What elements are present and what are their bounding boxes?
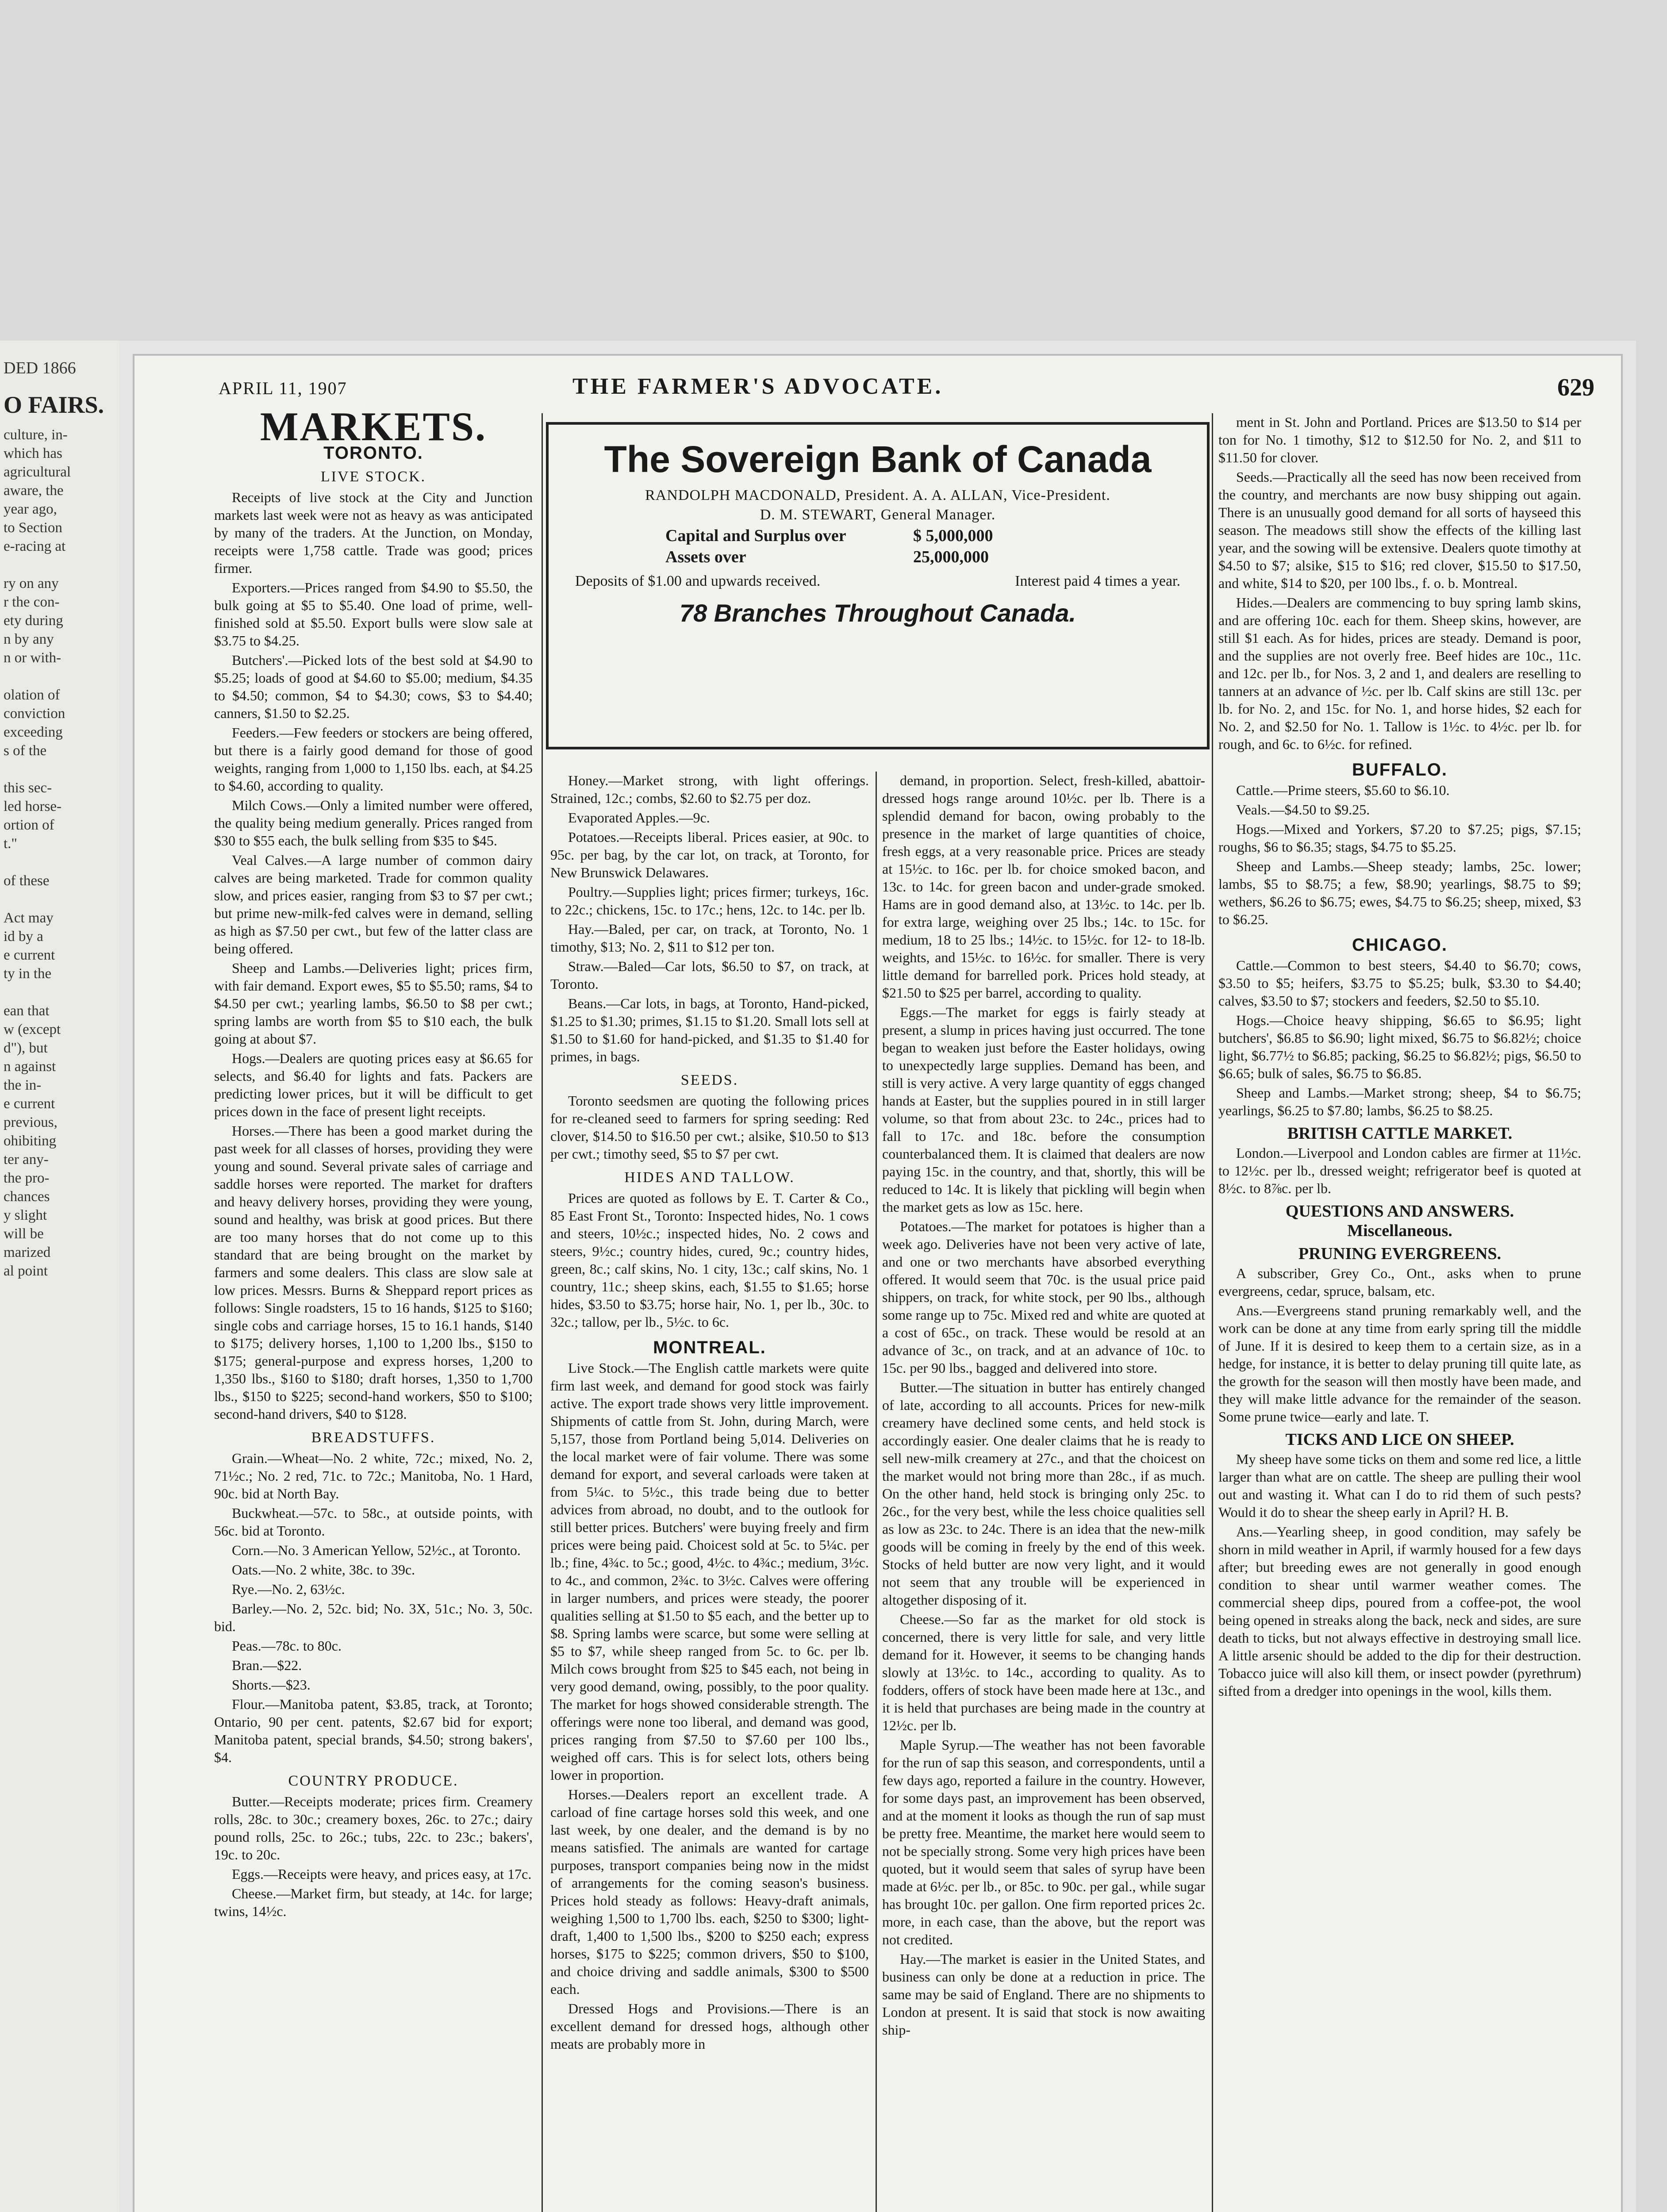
issue-date: APRIL 11, 1907	[219, 378, 347, 398]
capital-row	[566, 526, 1189, 545]
column-markets-toronto	[214, 404, 533, 1922]
adjacent-page-fragment	[0, 341, 124, 2212]
column-rule	[876, 772, 877, 2212]
fragment-line: of these	[4, 873, 50, 889]
page-header	[219, 373, 1594, 404]
pruning-heading: PRUNING EVERGREENS.	[1298, 1244, 1502, 1263]
fragment-line: this sec-	[4, 780, 52, 796]
country-produce-heading: COUNTRY PRODUCE.	[288, 1773, 459, 1789]
fragment-line	[0, 760, 122, 779]
fragment-line: ortion of	[4, 817, 54, 833]
bank-manager: D. M. STEWART, General Manager.	[760, 507, 996, 523]
market-paragraph: Barley.—No. 2, 52c. bid; No. 3X, 51c.; No. 3, 50c. bid.	[214, 1601, 533, 1634]
market-paragraph: Maple Syrup.—The weather has not been favorable for the run of sap this season, and correspondents, until a few days ago, reported a failure in the country. However, for some days past, an improvement has been observed, and at the moment it looks as though the run of sap must be pretty free. Meantime, the market here would seem to not be specially strong. Some very high prices have been quoted, but it would seem that sales of syrup have been made at 6½c. per lb., or 85c. to 90c. per gal., while sugar has brought 10c. per gallon. One firm reported prices 2c. more, in each case, than the above, but the report was not credited.	[882, 1737, 1205, 1947]
market-paragraph: Cattle.—Common to best steers, $4.40 to $6.70; cows, $3.50 to $5; heifers, $3.75 to $5.25; bulk, $3.30 to $4.40; calves, $3.50 to $7; stockers and feeders, $2.50 to $5.10.	[1218, 957, 1581, 1009]
fragment-line: ean that	[4, 1003, 50, 1019]
market-paragraph: Oats.—No. 2 white, 38c. to 39c.	[232, 1562, 415, 1578]
adjacent-page-header: DED 1866	[4, 359, 76, 377]
market-paragraph: Sheep and Lambs.—Market strong; sheep, $4 to $6.75; yearlings, $6.25 to $7.80; lambs, $6.25 to $8.25.	[1218, 1085, 1581, 1118]
fragment-line: previous,	[4, 1114, 58, 1130]
market-paragraph: Dressed Hogs and Provisions.—There is an excellent demand for dressed hogs, although other meats are probably more in	[550, 2001, 869, 2052]
fragment-line: s of the	[4, 743, 47, 759]
capital-value: $ 5,000,000	[913, 526, 993, 545]
market-paragraph: ment in St. John and Portland. Prices are $13.50 to $14 per ton for No. 1 timothy, $12 to $12.50 for No. 2, and $11 to $11.50 for clover.	[1218, 414, 1581, 465]
fragment-line: exceeding	[4, 724, 63, 740]
assets-label: Assets over	[665, 548, 746, 566]
toronto-live-stock-text	[214, 488, 533, 1423]
market-paragraph: Buckwheat.—57c. to 58c., at outside points, with 56c. bid at Toronto.	[214, 1505, 533, 1539]
montreal-heading: MONTREAL.	[653, 1338, 766, 1357]
answer-paragraph: A subscriber, Grey Co., Ont., asks when to prune evergreens, cedar, spruce, balsam, etc.	[1218, 1265, 1581, 1299]
fragment-line	[0, 667, 122, 686]
bank-officers: RANDOLPH MACDONALD, President. A. A. ALLAN, Vice-President.	[645, 487, 1110, 503]
british-market-heading: BRITISH CATTLE MARKET.	[1287, 1124, 1513, 1143]
answer-paragraph: My sheep have some ticks on them and some red lice, a little larger than what are on cattle. The sheep are pulling their wool out and wasting it. What can I do to rid them of such pests? Would it do to shear the sheep early in April? H. B.	[1218, 1451, 1581, 1520]
fragment-line: will be	[4, 1226, 44, 1242]
market-paragraph: Evaporated Apples.—9c.	[568, 810, 710, 826]
market-paragraph: Straw.—Baled—Car lots, $6.50 to $7, on track, at Toronto.	[550, 958, 869, 992]
bank-name: The Sovereign Bank of Canada	[604, 438, 1152, 480]
fragment-line: chances	[4, 1189, 50, 1205]
market-paragraph: Veal Calves.—A large number of common dairy calves are being marketed. Trade for common quality slow, and prices easier, ranging from $3 to $7 per cwt.; but prime new-milk-fed calves were in demand, selling as high as $7.50 per cwt., but few of the latter class are being offered.	[214, 852, 533, 956]
deposit-text: Deposits of $1.00 and upwards received.	[575, 573, 821, 589]
deposit-row	[575, 573, 1180, 590]
fragment-line: ry on any	[4, 576, 59, 591]
market-paragraph: Potatoes.—Receipts liberal. Prices easier, at 90c. to 95c. per bag, by the car lot, on track, at Toronto, for New Brunswick Delawares.	[550, 829, 869, 880]
market-paragraph: Peas.—78c. to 80c.	[232, 1638, 342, 1654]
fragment-line: to Section	[4, 520, 62, 536]
market-paragraph: Corn.—No. 3 American Yellow, 52½c., at Toronto.	[232, 1542, 521, 1558]
market-paragraph: Cheese.—Market firm, but steady, at 14c. for large; twins, 14½c.	[214, 1886, 533, 1919]
fragment-line: t."	[4, 836, 17, 852]
market-paragraph: Butchers'.—Picked lots of the best sold at $4.90 to $5.25; loads of good at $4.60 to $5.00; medium, $4.35 to $4.50; common, $4 to $4.30; cows, $3 to $4.40; canners, $1.50 to $2.25.	[214, 652, 533, 721]
fragment-line: ty in the	[4, 966, 52, 982]
market-paragraph: Live Stock.—The English cattle markets were quite firm last week, and demand for good stock was fairly active. The export trade shows very little improvement. Shipments of cattle from St. John, during March, were 5,157, those from Portland being 5,014. Deliveries on the local market were of fair volume. There was some demand for export, and several carloads were taken at from 5¼c. to 5½c., this trade being due to better advices from abroad, no doubt, and to the outlook for still better prices. Butchers' were buying freely and firm prices were being paid. Choicest sold at 5c. to 5¼c. per lb.; fine, 4¾c. to 5c.; good, 4½c. to 4¾c.; medium, 3½c. to 4c., and common, 2¾c. to 3½c. Calves were offering in larger numbers, and prices were steady, the poorer qualities selling at $1.50 to $5 each, and the better up to $8. Spring lambs were scarce, but some were selling at $5 to $7, while sheep ranged from 5c. to 6c. per lb. Milch cows brought from $25 to $45 each, not being in very good demand, owing, possibly, to the poor quality. The market for hogs showed considerable strength. The offerings were none too liberal, and demand was good, prices ranging from $7.50 to $7.60 per 100 lbs., weighed off cars. This is for select lots, others being lower in proportion.	[550, 1360, 869, 1783]
column-buffalo-chicago-qa	[1218, 413, 1581, 1701]
branches-text: 78 Branches Throughout Canada.	[679, 599, 1076, 627]
assets-value: 25,000,000	[913, 548, 989, 566]
chicago-heading: CHICAGO.	[1352, 935, 1448, 955]
market-paragraph: Hides.—Dealers are commencing to buy spring lamb skins, and are offering 10c. each for them. Sheep skins, however, are still $1 each. As for hides, prices are steady. Demand is poor, and the supplies are not overly free. Beef hides are 10c., 11c. and 12c. per lb., for Nos. 3, 2 and 1, and dealers are reselling to tanners at an advance of ½c. per lb. Calf skins are still 13c. per lb. for No. 2, and 15c. for No. 1, and horse hides, $2 each for No. 2, and $2.50 for No. 1. Tallow is 1½c. to 4½c. per lb. for rough, and 6c. to 6½c. for refined.	[1218, 595, 1581, 752]
fragment-line: aware, the	[4, 483, 64, 499]
fragment-line: e current	[4, 1096, 55, 1112]
assets-row	[566, 547, 1189, 567]
fragment-line	[0, 556, 122, 574]
hides-text: Prices are quoted as follows by E. T. Carter & Co., 85 East Front St., Toronto: Inspected hides, No. 1 cows and steers, 10½c.; inspected hides, No. 2 cows and steers, 9½c.; country hides, cured, 9c.; country hides, green, 8c.; calf skins, No. 1 city, 13c.; calf skins, No. 1 country, 11c.; sheep skins, each, $1.55 to $1.65; horse hides, $3.50 to $3.75; horse hair, No. 1, per lb., 30c. to 32c.; tallow, per lb., 5½c. to 6c.	[550, 1190, 869, 1330]
market-paragraph: Exporters.—Prices ranged from $4.90 to $5.50, the bulk going at $5 to $5.40. One load of prime, well-finished sold at $5.50. Export bulls were slow sale at $3.75 to $4.25.	[214, 580, 533, 649]
market-paragraph: Veals.—$4.50 to $9.25.	[1236, 802, 1370, 818]
montreal-continued-text	[882, 772, 1205, 2039]
market-paragraph: Cheese.—So far as the market for old stock is concerned, there is very little for sale, and very little demand for it. However, it seems to be changing hands slowly at 13½c. to 14c., according to quality. As to fodders, offers of stock have been made here at 13c., and it is held that purchases are being made in the country at 12½c. per lb.	[882, 1611, 1205, 1733]
column-rule	[1212, 413, 1213, 2212]
hides-heading: HIDES AND TALLOW.	[624, 1169, 795, 1186]
market-paragraph: demand, in proportion. Select, fresh-killed, abattoir-dressed hogs range around 10½c. per lb. There is a splendid demand for bacon, owing probably to the presence in the market of large quantities of choice, fresh eggs, at a very reasonable price. Prices are steady at 15½c. to 16c. per lb. for choice smoked bacon, and 13c. to 14c. for green bacon and under-grade smoked. Hams are in good demand also, at 13½c. to 14c. per lb. for extra large, weighing over 25 lbs.; 14c. to 15c. for medium, 18 to 25 lbs.; 14½c. to 15½c. for 12- to 18-lb. weights, and 15½c. to 16½c. for smaller. There is very little demand for barrelled pork. Prices hold steady, at $21.50 to $25 per barrel, according to quality.	[882, 772, 1205, 1001]
pruning-text	[1218, 1264, 1581, 1425]
fragment-line: ety during	[4, 613, 63, 629]
column-montreal-continued	[882, 772, 1205, 2040]
seeds-heading: SEEDS.	[680, 1072, 739, 1088]
breadstuffs-text	[214, 1449, 533, 1766]
fragment-line: conviction	[4, 706, 65, 722]
market-paragraph: Sheep and Lambs.—Deliveries light; prices firm, with fair demand. Export ewes, $5 to $5.50; rams, $4 to $4.50 per cwt.; yearling lambs, $6.50 to $8 per cwt.; spring lambs are worth from $5 to $10 each, the bulk going at about $7.	[214, 960, 533, 1047]
market-paragraph: Beans.—Car lots, in bags, at Toronto, Hand-picked, $1.25 to $1.30; primes, $1.15 to $1.20. Small lots sell at $1.50 to $1.60 for hand-picked, and $1.35 to $1.40 for primes, in bags.	[550, 995, 869, 1064]
market-paragraph: Seeds.—Practically all the seed has now been received from the country, and merchants are now busy shipping out again. There is an unusually good demand for all sorts of hayseed this season. The meadows still show the effects of the killing last year, and the sowing will be extensive. Dealers quote timothy at $4.50 to $7; alsike, $15 to $16; red clover, $15.50 to $17.50, and white, $14 to $20, per 100 lbs., f. o. b. Montreal.	[1218, 469, 1581, 591]
market-paragraph: Hay.—Baled, per car, on track, at Toronto, No. 1 timothy, $13; No. 2, $11 to $12 per ton.	[550, 921, 869, 955]
buffalo-heading: BUFFALO.	[1352, 760, 1448, 780]
market-paragraph: Horses.—Dealers report an excellent trade. A carload of fine cartage horses sold this week, and one last week, by one dealer, and the demand is by no means satisfied. The animals are wanted for cartage purposes, transport companies being now in the midst of arrangements for the coming season's business. Prices hold steady as follows: Heavy-draft animals, weighing 1,500 to 1,700 lbs. each, $250 to $300; light-draft, 1,400 to 1,500 lbs., $200 to $250 each; express horses, $175 to $225; common drivers, $50 to $100, and choice driving and saddle animals, $300 to $500 each.	[550, 1786, 869, 1997]
column-rule	[542, 413, 543, 2212]
fragment-line: the pro-	[4, 1170, 50, 1186]
breadstuffs-heading: BREADSTUFFS.	[311, 1429, 436, 1446]
market-paragraph: Hay.—The market is easier in the United States, and business can only be done at a reduction in price. The same may be said of England. There are no shipments to London at present. It is said that stock is now awaiting ship-	[882, 1951, 1205, 2038]
market-paragraph: Flour.—Manitoba patent, $3.85, track, at Toronto; Ontario, 90 per cent. patents, $2.67 bid for export; Manitoba patent, special brands, $4.50; strong bakers', $4.	[214, 1696, 533, 1765]
market-paragraph: Sheep and Lambs.—Sheep steady; lambs, 25c. lower; lambs, $5 to $8.75; a few, $8.90; yearlings, $8.75 to $9; wethers, $6.26 to $6.75; ewes, $4.75 to $6.25; sheep, mixed, $3 to $6.25.	[1218, 858, 1581, 927]
bank-advertisement	[546, 422, 1210, 749]
ticks-text	[1218, 1450, 1581, 1700]
miscellaneous-heading: Miscellaneous.	[1347, 1221, 1452, 1240]
market-paragraph: Eggs.—Receipts were heavy, and prices easy, at 17c.	[232, 1866, 532, 1882]
fragment-line	[0, 853, 122, 872]
fragment-line: d"), but	[4, 1040, 48, 1056]
market-paragraph: Poultry.—Supplies light; prices firmer; turkeys, 16c. to 22c.; chickens, 15c. to 17c.; hens, 12c. to 14c. per lb.	[550, 884, 869, 918]
market-paragraph: Cattle.—Prime steers, $5.60 to $6.10.	[1236, 782, 1450, 798]
newspaper-page	[133, 354, 1623, 2212]
fragment-line: al point	[4, 1263, 48, 1279]
market-paragraph: Butter.—Receipts moderate; prices firm. Creamery rolls, 28c. to 30c.; creamery boxes, 26c. to 27c.; dairy pound rolls, 25c. to 26c.; tubs, 22c. to 23c.; bakers', 19c. to 20c.	[214, 1793, 533, 1863]
column-produce-montreal	[550, 772, 869, 2055]
market-paragraph: Horses.—There has been a good market during the past week for all classes of horses, providing they were young and sound. Several private sales of carriage and saddle horses were reported. The market for drafters and heavy delivery horses, providing they were young, sound and healthy, was brisk at good prices. But there are too many horses that do not come up to this standard that are being brought on the market by farmers and some dealers. This class are slow sale at low prices. Messrs. Burns & Sheppard report prices as follows: Single roadsters, 15 to 16 hands, $125 to $160; single cobs and carriage horses, 15 to 16.1 hands, $140 to $175; delivery horses, 1,100 to 1,200 lbs., $150 to $175; general-purpose and express horses, 1,200 to 1,350 lbs., $160 to $180; draft horses, 1,350 to 1,700 lbs., $150 to $225; second-hand workers, $50 to $100; second-hand drivers, $40 to $128.	[214, 1123, 533, 1422]
fragment-line: which has	[4, 445, 62, 461]
fragment-line: the in-	[4, 1077, 42, 1093]
ticks-heading: TICKS AND LICE ON SHEEP.	[1285, 1430, 1514, 1449]
market-paragraph: Hogs.—Mixed and Yorkers, $7.20 to $7.25; pigs, $7.15; roughs, $6 to $6.35; stags, $4.75 to $5.25.	[1218, 821, 1581, 855]
fragment-line: n by any	[4, 631, 54, 647]
fragment-line: olation of	[4, 687, 60, 703]
fragment-line: e-racing at	[4, 538, 66, 554]
fragment-line: n or with-	[4, 650, 61, 666]
masthead-title: THE FARMER'S ADVOCATE.	[572, 374, 944, 399]
british-market-text: London.—Liverpool and London cables are firmer at 11½c. to 12½c. per lb., dressed weight; refrigerator beef is quoted at 8½c. to 8⅞c. per lb.	[1218, 1145, 1581, 1196]
montreal-text	[550, 1359, 869, 2053]
chicago-text	[1218, 956, 1581, 1119]
fragment-line: r the con-	[4, 594, 60, 610]
seeds-text: Toronto seedsmen are quoting the following prices for re-cleaned seed to farmers for spring seeding: Red clover, $14.50 to $16.50 per cwt.; alsike, $10.50 to $13 per cwt.; timothy seed, $5 to $7 per cwt.	[550, 1093, 869, 1162]
market-paragraph: Hogs.—Choice heavy shipping, $6.65 to $6.95; light butchers', $6.85 to $6.90; light mixed, $6.75 to $6.82½; choice light, $6.77½ to $6.85; packing, $6.25 to $6.82½; pigs, $6.50 to $6.65; bulk of sales, $6.75 to $6.85.	[1218, 1012, 1581, 1081]
adjacent-page-text	[0, 426, 122, 1280]
country-produce-text	[214, 1793, 533, 1920]
fragment-line: year ago,	[4, 501, 57, 517]
fragment-line: n against	[4, 1059, 56, 1075]
market-paragraph: Eggs.—The market for eggs is fairly steady at present, a slump in prices having just occurred. The tone began to weaken just before the Easter holidays, owing to unexpectedly large supplies. Demand has been, and still is very active. A very large quantity of eggs changed hands at Easter, but the supplies poured in in still larger volume, so that from about 23c. to 24c., prices had to fall to 17c. and 18c. before the consumption counterbalanced them. It is claimed that dealers are now paying 15c. in the country, and that, shortly, this will be reduced to 14c. It is likely that pickling will begin when the market gets as low as 15c. here.	[882, 1004, 1205, 1215]
fragment-line: id by a	[4, 929, 43, 945]
live-stock-heading: LIVE STOCK.	[320, 469, 426, 485]
montreal-end-text	[1218, 413, 1581, 753]
market-paragraph: Feeders.—Few feeders or stockers are being offered, but there is a fairly good demand for those of good weights, ranging from 1,000 to 1,150 lbs. each, at $4.25 to $4.60, according to quality.	[214, 725, 533, 794]
fragment-line: ohibiting	[4, 1133, 57, 1149]
answer-paragraph: Ans.—Evergreens stand pruning remarkably well, and the work can be done at any time from early spring till the middle of June. If it is desired to keep them to a certain size, as in a hedge, for instance, it is better to delay pruning till quite late, as the growth for the season will then mostly have been made, and they will make little advance for the remainder of the season. Some prune twice—early and late. T.	[1218, 1302, 1581, 1425]
produce-text	[550, 772, 869, 1065]
adjacent-page-heading: O FAIRS.	[4, 392, 104, 418]
fragment-line: marized	[4, 1244, 51, 1260]
fragment-line: ter any-	[4, 1152, 49, 1167]
answer-paragraph: Ans.—Yearling sheep, in good condition, may safely be shorn in mild weather in April, if warmly housed for a few days after; but breeding ewes are not generally in good enough condition to shear until warmer weather comes. The commercial sheep dips, poured from a coffee-pot, the wool being opened in streaks along the back, neck and sides, are sure death to ticks, but not always effective in destroying small lice. A little arsenic should be added to the dip for their destruction. Tobacco juice will also kill them, or insect powder (pyrethrum) sifted from a dredger into openings in the wool, kills them.	[1218, 1524, 1581, 1699]
market-paragraph: Grain.—Wheat—No. 2 white, 72c.; mixed, No. 2, 71½c.; No. 2 red, 71c. to 72c.; Manitoba, No. 1 Hard, 90c. bid at North Bay.	[214, 1450, 533, 1502]
interest-text: Interest paid 4 times a year.	[1015, 573, 1180, 589]
qa-heading: QUESTIONS AND ANSWERS.	[1285, 1202, 1514, 1221]
market-paragraph: Hogs.—Dealers are quoting prices easy at $6.65 for selects, and $6.40 for lights and fats. Packers are predicting lower prices, but it will be difficult to get prices down in the face of present light receipts.	[214, 1050, 533, 1119]
fragment-line: e current	[4, 947, 55, 963]
markets-heading: MARKETS.	[260, 404, 487, 449]
market-paragraph: Butter.—The situation in butter has entirely changed of late, according to all accounts. Prices for new-milk creamery have declined some cents, and held stock is accordingly easier. One dealer claims that he is ready to sell new-milk creamery at 27c., and that the choicest on the market would not bring more than 28c., if as much. On the other hand, held stock is bringing only 25c. to 26c., for the very best, while the less choice qualities sell as low as 23c. to 24c. There is an idea that the new-milk goods will be coming in freely by the end of this week. Stocks of held butter are now very light, and it would not seem that any trouble will be experienced in altogether disposing of it.	[882, 1379, 1205, 1608]
market-paragraph: Honey.—Market strong, with light offerings. Strained, 12c.; combs, $2.60 to $2.75 per doz.	[550, 772, 869, 806]
toronto-heading: TORONTO.	[323, 443, 423, 463]
fragment-line: culture, in-	[4, 427, 68, 443]
market-paragraph: Shorts.—$23.	[232, 1677, 311, 1693]
market-paragraph: Receipts of live stock at the City and Junction markets last week were not as heavy as was anticipated by many of the traders. At the Junction, on Monday, receipts were 1,758 cattle. Trade was good; prices firmer.	[214, 489, 533, 576]
market-paragraph: Rye.—No. 2, 63½c.	[232, 1581, 345, 1597]
fragment-line	[0, 890, 122, 909]
fragment-line: Act may	[4, 910, 54, 926]
market-paragraph: Potatoes.—The market for potatoes is higher than a week ago. Deliveries have not been very active of late, and one or two merchants have absorbed everything offered. It would seem that 70c. is the usual price paid shippers, on track, for white stock, per 90 lbs., although some range up to 75c. Mixed red and white are quoted at a cost of 65c., on track. These would be resold at an advance of 3c., on track, and at an advance of 10c. to 15c. per 90 lbs., bagged and delivered into store.	[882, 1218, 1205, 1376]
fragment-line: w (except	[4, 1022, 61, 1037]
market-paragraph: Bran.—$22.	[232, 1657, 302, 1673]
fragment-line: agricultural	[4, 464, 71, 480]
buffalo-text	[1218, 781, 1581, 928]
fragment-line: y slight	[4, 1207, 47, 1223]
page-number: 629	[1557, 374, 1594, 401]
capital-label: Capital and Surplus over	[665, 526, 846, 545]
fragment-line: led horse-	[4, 799, 62, 814]
fragment-line	[0, 983, 122, 1002]
market-paragraph: Milch Cows.—Only a limited number were offered, the quality being medium generally. Prices ranged from $30 to $55 each, the bulk selling from $35 to $45.	[214, 797, 533, 849]
